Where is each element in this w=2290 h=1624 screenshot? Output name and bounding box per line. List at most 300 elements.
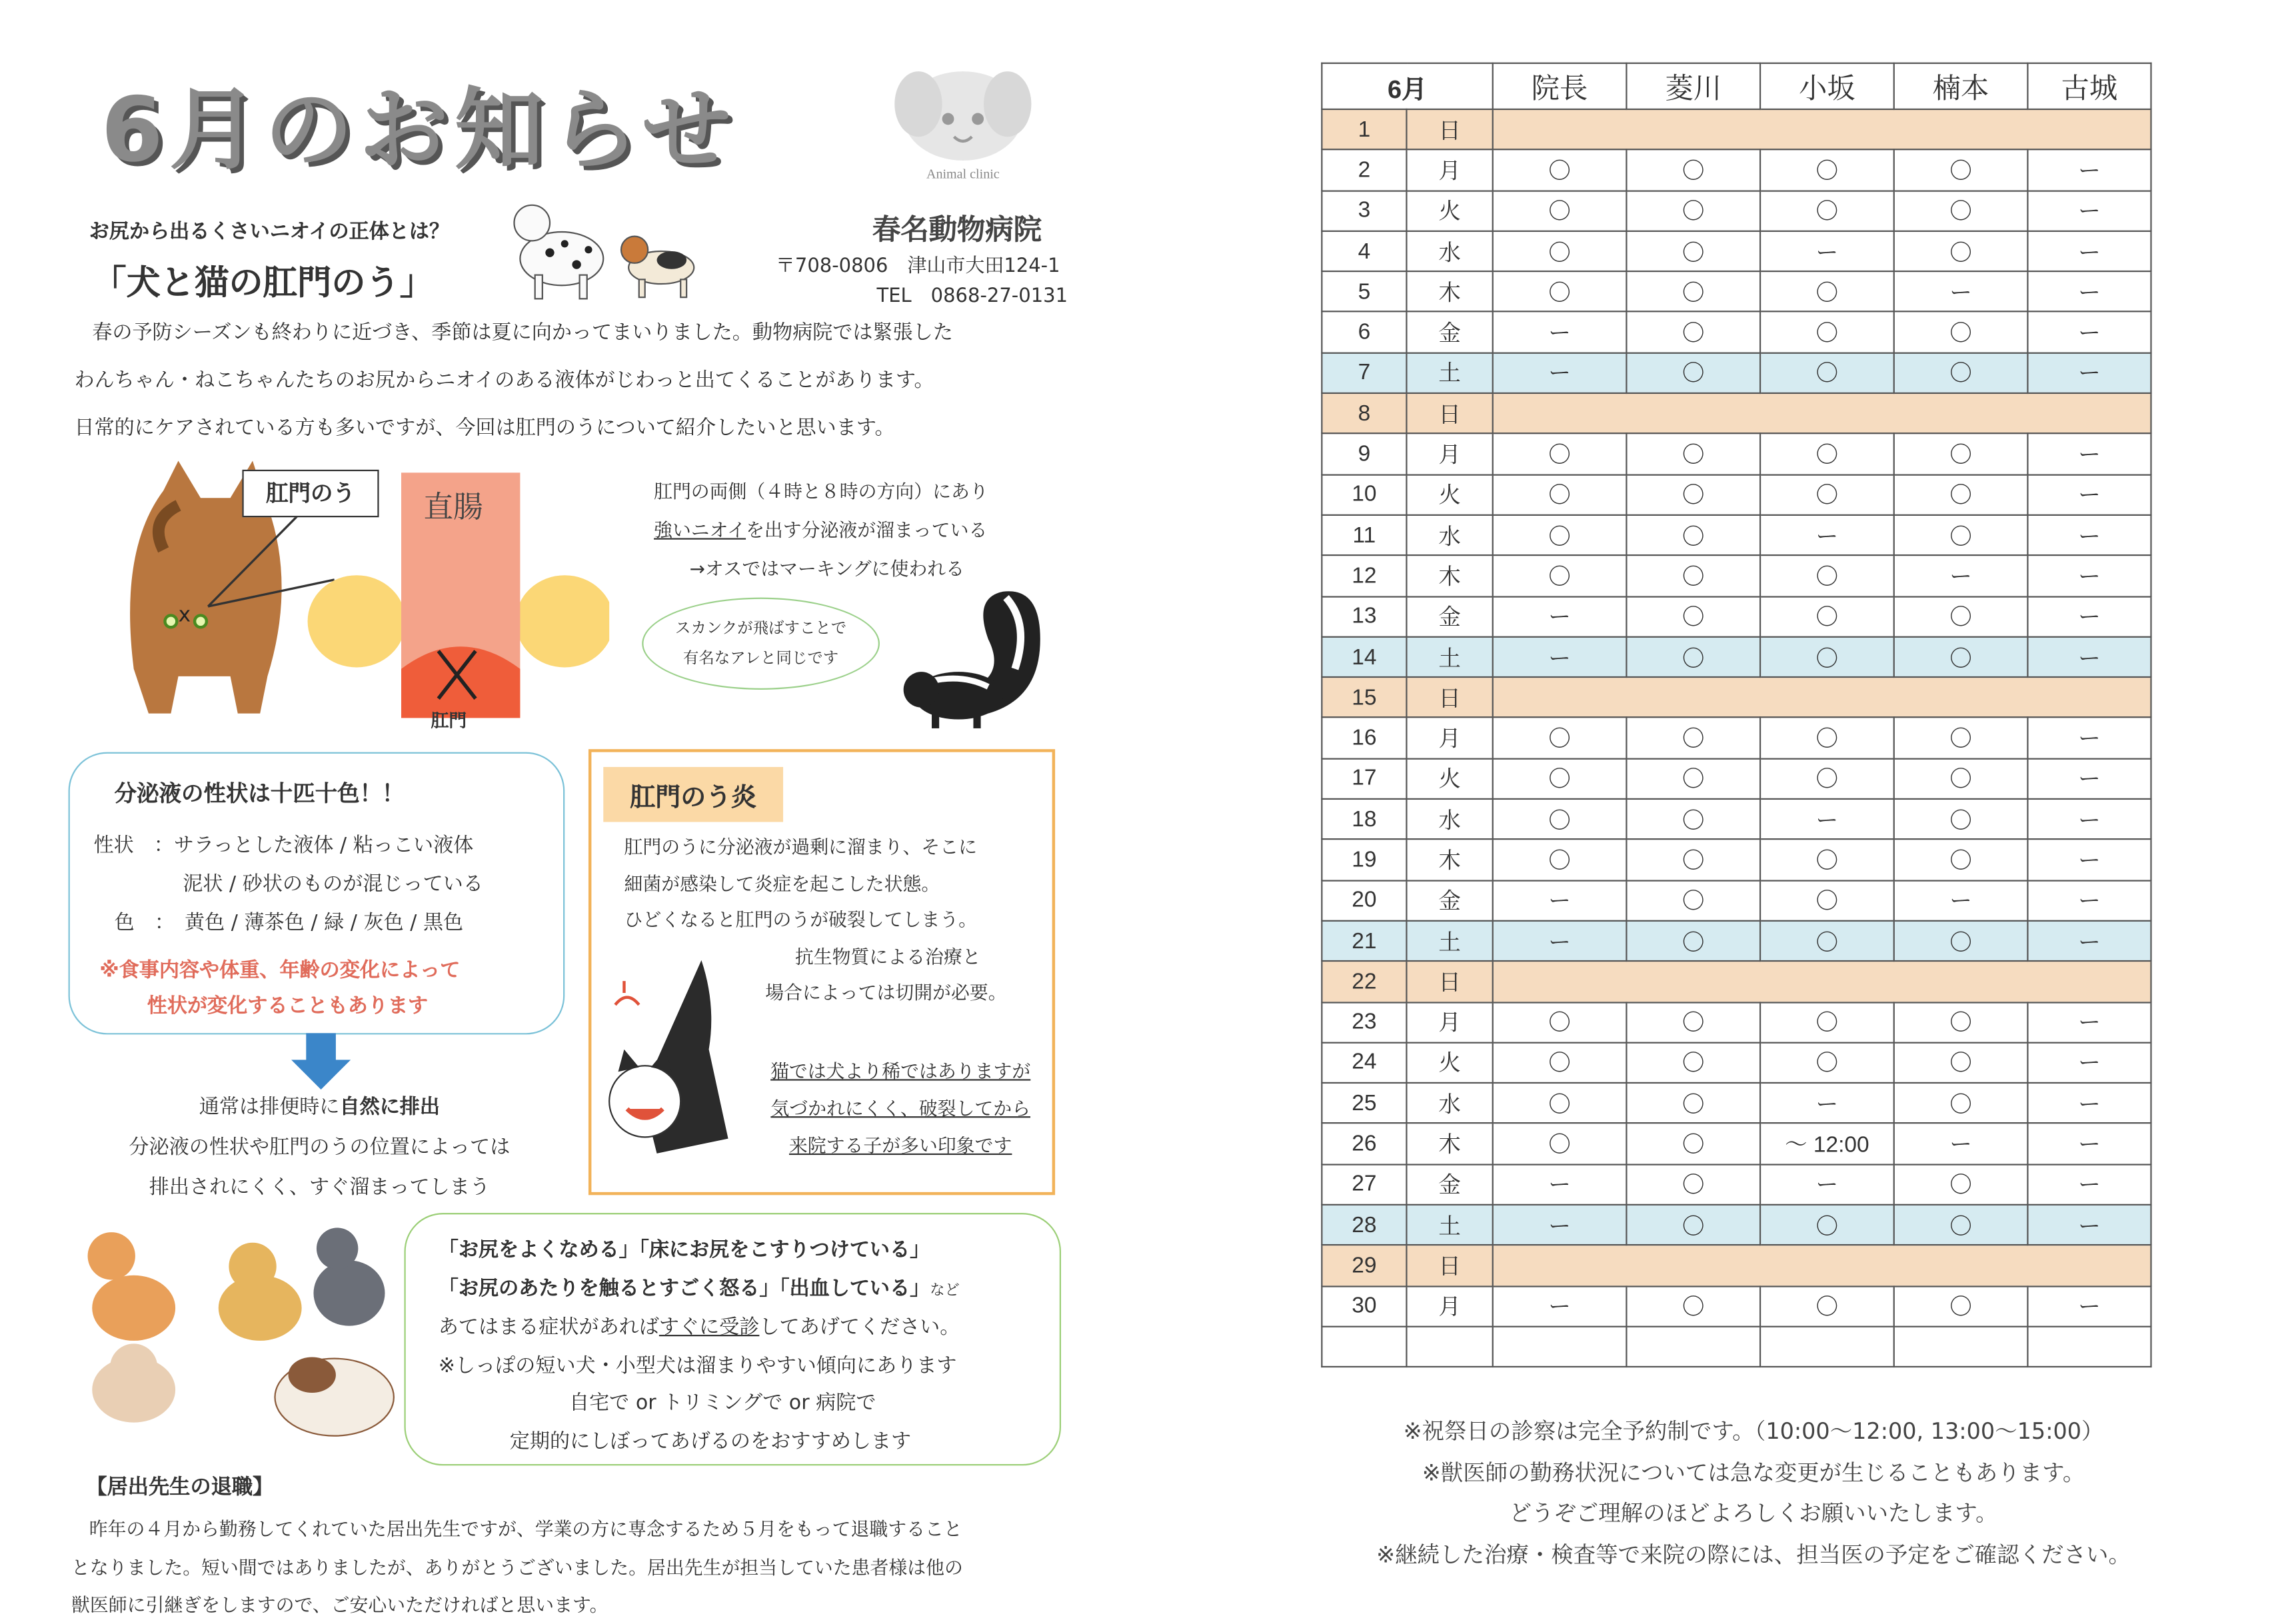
schedule-cell: 〇 (1760, 1205, 1894, 1245)
schedule-date: 28 (1322, 1205, 1406, 1245)
schedule-note: ※継続した治療・検査等で来院の際には、担当医の予定をご確認ください。 (1376, 1540, 2131, 1568)
schedule-cell: 〇 (1894, 799, 2028, 840)
schedule-cell: 〇 (1626, 1286, 1760, 1327)
inflammation-line: 細菌が感染して炎症を起こした状態。 (624, 872, 940, 894)
schedule-cell: ー (2027, 596, 2151, 637)
schedule-cell: ー (2027, 1083, 2151, 1124)
schedule-cell: ～ 12:00 (1760, 1124, 1894, 1164)
schedule-cell: ー (2027, 434, 2151, 474)
retirement-line: 獣医師に引継ぎをしますので、ご安心いただければと思います。 (71, 1593, 608, 1616)
schedule-cell: ー (1894, 1124, 2028, 1164)
schedule-cell: 〇 (1626, 880, 1760, 921)
schedule-weekday (1406, 1327, 1492, 1367)
schedule-weekday: 日 (1406, 109, 1492, 150)
schedule-cell: ー (1493, 353, 1627, 393)
schedule-weekday: 月 (1406, 718, 1492, 758)
schedule-cell: ー (1493, 1164, 1627, 1205)
flow-line: 分泌液の性状や肛門のうの位置によっては (129, 1136, 511, 1160)
schedule-row (1322, 921, 2151, 962)
schedule-cell: ー (2027, 231, 2151, 272)
schedule-row (1322, 515, 2151, 556)
schedule-cell: 〇 (1894, 312, 2028, 353)
schedule-weekday: 水 (1406, 515, 1492, 556)
schedule-cell: 〇 (1760, 1002, 1894, 1042)
schedule-cell: 〇 (1894, 515, 2028, 556)
doctor-header: 小坂 (1760, 63, 1894, 109)
flow-text (74, 1088, 565, 1209)
schedule-weekday: 木 (1406, 1124, 1492, 1164)
cat-line: 猫では犬より稀ではありますが (770, 1060, 1031, 1082)
clinic-address: 〒708-0806 津山市大田124-1 (775, 255, 1060, 279)
schedule-cell: ー (1894, 556, 2028, 596)
schedule-cell: 〇 (1626, 353, 1760, 393)
schedule-cell: ー (1493, 880, 1627, 921)
schedule-cell: 〇 (1626, 1205, 1760, 1245)
schedule-cell: 〇 (1760, 312, 1894, 353)
secretion-box (69, 752, 565, 1035)
schedule-cell: 〇 (1894, 191, 2028, 231)
cat-line: 来院する子が多い印象です (788, 1134, 1012, 1157)
symptom-see-vet: すぐに受診 (658, 1315, 760, 1339)
bubble-line: 有名なアレと同じです (683, 649, 839, 668)
logo-caption: Animal clinic (926, 167, 1000, 182)
schedule-cell: 〇 (1894, 921, 2028, 962)
schedule-cell (1493, 1327, 1627, 1367)
clinic-tel: TEL 0868-27-0131 (876, 285, 1068, 308)
symptoms-box (404, 1213, 1061, 1465)
schedule-cell: 〇 (1626, 1042, 1760, 1083)
intro-line: わんちゃん・ねこちゃんたちのお尻からニオイのある液体がじわっと出てくることがあります。 (74, 369, 934, 393)
schedule-weekday: 土 (1406, 921, 1492, 962)
schedule-cell: 〇 (1493, 1042, 1627, 1083)
schedule-row (1322, 109, 2151, 150)
schedule-cell: 〇 (1894, 718, 2028, 758)
schedule-weekday: 土 (1406, 1205, 1492, 1245)
schedule-row (1322, 231, 2151, 272)
schedule-cell: 〇 (1894, 231, 2028, 272)
schedule-weekday: 木 (1406, 840, 1492, 880)
schedule-row (1322, 393, 2151, 434)
schedule-cell: 〇 (1626, 150, 1760, 191)
schedule-cell: 〇 (1493, 758, 1627, 799)
schedule-date: 17 (1322, 758, 1406, 799)
secretion-note: ※食事内容や体重、年齢の変化によって (99, 958, 461, 983)
schedule-header-row (1322, 63, 2151, 109)
page-title: 6月のお知らせ (101, 79, 737, 183)
retirement-heading: 【居出先生の退職】 (86, 1475, 274, 1500)
schedule-date: 16 (1322, 718, 1406, 758)
schedule-cell: ー (2027, 799, 2151, 840)
schedule-weekday: 水 (1406, 1083, 1492, 1124)
feature-intro (74, 309, 1084, 452)
schedule-cell: 〇 (1493, 434, 1627, 474)
schedule-cell: 〇 (1760, 758, 1894, 799)
schedule-cell: 〇 (1894, 1042, 2028, 1083)
schedule-date: 3 (1322, 191, 1406, 231)
schedule-date: 23 (1322, 1002, 1406, 1042)
schedule-cell: 〇 (1894, 474, 2028, 515)
schedule-cell: 〇 (1760, 718, 1894, 758)
schedule-cell: ー (1760, 1164, 1894, 1205)
schedule-cell: 〇 (1493, 840, 1627, 880)
schedule-cell: 〇 (1894, 1286, 2028, 1327)
schedule-date: 8 (1322, 393, 1406, 434)
schedule-cell (1626, 1327, 1760, 1367)
schedule-cell: 〇 (1626, 515, 1760, 556)
schedule-cell: ー (1894, 271, 2028, 312)
flow-line: 通常は排便時に (199, 1095, 340, 1120)
symptom-line-small: など (930, 1281, 960, 1299)
schedule-date: 4 (1322, 231, 1406, 272)
schedule-cell: ー (2027, 1286, 2151, 1327)
schedule-weekday: 日 (1406, 1245, 1492, 1286)
schedule-weekday: 日 (1406, 393, 1492, 434)
schedule-date: 2 (1322, 150, 1406, 191)
schedule-cell: 〇 (1894, 1002, 2028, 1042)
schedule-weekday: 火 (1406, 191, 1492, 231)
schedule-cell: 〇 (1894, 1164, 2028, 1205)
schedule-cell: 〇 (1894, 1205, 2028, 1245)
schedule-cell: 〇 (1626, 636, 1760, 677)
retirement-text (71, 1510, 963, 1624)
small-dogs-illustration (67, 1219, 401, 1442)
label-anus: 肛門 (431, 710, 467, 732)
schedule-date: 15 (1322, 677, 1406, 718)
schedule-cell: ー (2027, 1164, 2151, 1205)
schedule-cell: 〇 (1894, 758, 2028, 799)
schedule-date: 18 (1322, 799, 1406, 840)
schedule-weekday: 月 (1406, 1286, 1492, 1327)
schedule-weekday: 月 (1406, 150, 1492, 191)
schedule-weekday: 日 (1406, 962, 1492, 1002)
schedule-cell (1760, 1327, 1894, 1367)
schedule-cell: 〇 (1493, 515, 1627, 556)
schedule-date: 9 (1322, 434, 1406, 474)
schedule-row (1322, 353, 2151, 393)
inflammation-line: 場合によっては切開が必要。 (765, 981, 1007, 1004)
schedule-cell: 〇 (1760, 1042, 1894, 1083)
label-anal-gland: 肛門のう (242, 470, 379, 517)
flow-line: 排出されにくく、すぐ溜まってしまう (149, 1176, 490, 1200)
schedule-weekday: 金 (1406, 596, 1492, 637)
schedule-weekday: 火 (1406, 474, 1492, 515)
schedule-weekday: 木 (1406, 556, 1492, 596)
schedule-cell: ー (1493, 1205, 1627, 1245)
schedule-cell: ー (2027, 636, 2151, 677)
schedule-note: ※祝祭日の診察は完全予約制です。（10:00～12:00, 13:00～15:00） (1403, 1417, 2104, 1445)
schedule-cell: ー (2027, 1042, 2151, 1083)
doctor-header: 古城 (2027, 63, 2151, 109)
schedule-row (1322, 636, 2151, 677)
schedule-cell: ー (1760, 515, 1894, 556)
schedule-date: 5 (1322, 271, 1406, 312)
schedule-row (1322, 434, 2151, 474)
flow-line-bold: 自然に排出 (339, 1095, 440, 1120)
schedule-cell: 〇 (1626, 758, 1760, 799)
schedule-row (1322, 1327, 2151, 1367)
down-arrow-icon (291, 1033, 351, 1090)
schedule-date: 24 (1322, 1042, 1406, 1083)
schedule-weekday: 月 (1406, 1002, 1492, 1042)
schedule-weekday: 水 (1406, 799, 1492, 840)
schedule-date: 27 (1322, 1164, 1406, 1205)
schedule-date: 6 (1322, 312, 1406, 353)
secretion-note: 性状が変化することもあります (147, 994, 429, 1018)
schedule-date: 22 (1322, 962, 1406, 1002)
schedule-cell: 〇 (1760, 434, 1894, 474)
schedule-date: 13 (1322, 596, 1406, 637)
schedule-cell: ー (2027, 921, 2151, 962)
schedule-cell: ー (2027, 718, 2151, 758)
schedule-cell: 〇 (1626, 434, 1760, 474)
symptom-line: 定期的にしぼってあげるのをおすすめします (509, 1429, 912, 1453)
schedule-cell: 〇 (1760, 556, 1894, 596)
schedule-row (1322, 1124, 2151, 1164)
schedule-cell: 〇 (1760, 596, 1894, 637)
schedule-cell: 〇 (1760, 921, 1894, 962)
svg-text:x: x (178, 602, 191, 627)
schedule-cell: ー (1760, 1083, 1894, 1124)
intro-line: 春の予防シーズンも終わりに近づき、季節は夏に向かってまいりました。動物病院では緊張した (92, 321, 953, 345)
schedule-cell: 〇 (1894, 596, 2028, 637)
feature-kicker: お尻から出るくさいニオイの正体とは？ (89, 220, 450, 244)
schedule-cell: 〇 (1894, 1083, 2028, 1124)
schedule-notes (1308, 1412, 2199, 1575)
schedule-weekday: 土 (1406, 636, 1492, 677)
schedule-cell: ー (2027, 556, 2151, 596)
schedule-cell: 〇 (1493, 1083, 1627, 1124)
cat-line: 気づかれにくく、破裂してから (770, 1097, 1031, 1120)
schedule-cell: ー (2027, 353, 2151, 393)
desc-line: を出す分泌液が溜まっている (746, 518, 988, 541)
schedule-cell: ー (1493, 636, 1627, 677)
symptoms-text (439, 1232, 960, 1461)
retirement-line: となりました。短い間ではありましたが、ありがとうございました。居出先生が担当していた患者様は他の (71, 1555, 963, 1578)
intro-line: 日常的にケアされている方も多いですが、今回は肛門のうについて紹介したいと思います。 (74, 416, 895, 440)
schedule-cell: 〇 (1626, 312, 1760, 353)
schedule-cell: 〇 (1493, 150, 1627, 191)
schedule-closed-cell (1493, 962, 2151, 1002)
retirement-line: 昨年の４月から勤務してくれていた居出先生ですが、学業の方に専念するため５月をもって退職すること (89, 1517, 962, 1540)
schedule-cell: 〇 (1760, 191, 1894, 231)
schedule-weekday: 金 (1406, 312, 1492, 353)
schedule-cell: ー (2027, 150, 2151, 191)
schedule-row (1322, 556, 2151, 596)
schedule-date: 12 (1322, 556, 1406, 596)
schedule-row (1322, 1245, 2151, 1286)
schedule-cell: 〇 (1894, 636, 2028, 677)
schedule-cell: ー (2027, 191, 2151, 231)
schedule-cell: 〇 (1760, 353, 1894, 393)
schedule-weekday: 木 (1406, 271, 1492, 312)
schedule-cell: 〇 (1493, 231, 1627, 272)
bubble-line: スカンクが飛ばすことで (675, 620, 847, 638)
schedule-row (1322, 150, 2151, 191)
schedule-cell: 〇 (1894, 434, 2028, 474)
schedule-cell: 〇 (1626, 1083, 1760, 1124)
schedule-row (1322, 840, 2151, 880)
schedule-cell: 〇 (1626, 1124, 1760, 1164)
doctor-header: 院長 (1493, 63, 1627, 109)
schedule-cell: ー (2027, 515, 2151, 556)
schedule-cell: ー (1493, 596, 1627, 637)
doctor-schedule-table (1321, 63, 2151, 1368)
schedule-row (1322, 880, 2151, 921)
schedule-cell: ー (2027, 840, 2151, 880)
schedule-row (1322, 718, 2151, 758)
symptom-line: ※しっぽの短い犬・小型犬は溜まりやすい傾向にあります (438, 1353, 957, 1377)
schedule-weekday: 金 (1406, 1164, 1492, 1205)
schedule-cell: ー (2027, 271, 2151, 312)
schedule-cell: 〇 (1626, 799, 1760, 840)
schedule-date: 1 (1322, 109, 1406, 150)
schedule-date: 20 (1322, 880, 1406, 921)
schedule-cell: 〇 (1626, 474, 1760, 515)
schedule-row (1322, 312, 2151, 353)
schedule-date: 14 (1322, 636, 1406, 677)
schedule-row (1322, 962, 2151, 1002)
schedule-weekday: 火 (1406, 1042, 1492, 1083)
schedule-cell: 〇 (1493, 718, 1627, 758)
desc-line: 肛門の両側（４時と８時の方向）にあり (654, 480, 988, 502)
schedule-cell: ー (2027, 758, 2151, 799)
secretion-row: 泥状 / 砂状のものが混じっている (183, 872, 483, 896)
schedule-row (1322, 1205, 2151, 1245)
angry-cat-illustration (597, 960, 746, 1168)
desc-line: →オスではマーキングに使われる (689, 557, 965, 580)
symptom-line: してあげてください。 (759, 1315, 960, 1339)
schedule-date (1322, 1327, 1406, 1367)
schedule-row (1322, 1286, 2151, 1327)
schedule-cell (2027, 1327, 2151, 1367)
clinic-logo (886, 59, 1042, 186)
schedule-date: 11 (1322, 515, 1406, 556)
schedule-cell: 〇 (1760, 271, 1894, 312)
schedule-row (1322, 596, 2151, 637)
schedule-cell: ー (2027, 1205, 2151, 1245)
schedule-row (1322, 677, 2151, 718)
schedule-cell: 〇 (1626, 718, 1760, 758)
schedule-cell: 〇 (1626, 1002, 1760, 1042)
schedule-row (1322, 1083, 2151, 1124)
schedule-cell: 〇 (1493, 1002, 1627, 1042)
schedule-row (1322, 799, 2151, 840)
schedule-cell: ー (2027, 1124, 2151, 1164)
schedule-row (1322, 1164, 2151, 1205)
schedule-closed-cell (1493, 677, 2151, 718)
schedule-row (1322, 191, 2151, 231)
schedule-weekday: 火 (1406, 758, 1492, 799)
schedule-date: 25 (1322, 1083, 1406, 1124)
schedule-cell: 〇 (1760, 840, 1894, 880)
schedule-date: 10 (1322, 474, 1406, 515)
skunk-speech-bubble (642, 598, 880, 690)
doctor-header: 菱川 (1626, 63, 1760, 109)
skunk-illustration (899, 580, 1055, 736)
secretion-row: 色 ： 黄色 / 薄茶色 / 緑 / 灰色 / 黒色 (114, 911, 464, 935)
dalmatian-beagle-illustration (505, 193, 713, 305)
schedule-cell: ー (2027, 474, 2151, 515)
schedule-row (1322, 1002, 2151, 1042)
schedule-cell: 〇 (1760, 1286, 1894, 1327)
schedule-cell: 〇 (1626, 191, 1760, 231)
schedule-cell: 〇 (1760, 880, 1894, 921)
schedule-closed-cell (1493, 393, 2151, 434)
schedule-weekday: 金 (1406, 880, 1492, 921)
schedule-cell: ー (2027, 312, 2151, 353)
inflammation-heading: 肛門のう炎 (603, 767, 783, 822)
schedule-cell: ー (1894, 880, 2028, 921)
schedule-row (1322, 474, 2151, 515)
schedule-cell: 〇 (1760, 150, 1894, 191)
inflammation-line: ひどくなると肛門のうが破裂してしまう。 (624, 908, 978, 931)
symptom-line: あてはまる症状があれば (438, 1315, 659, 1339)
desc-strong-smell: 強いニオイ (654, 518, 746, 541)
schedule-cell: 〇 (1894, 150, 2028, 191)
schedule-month-label: 6月 (1322, 63, 1492, 109)
schedule-cell: 〇 (1894, 840, 2028, 880)
schedule-cell: 〇 (1493, 1124, 1627, 1164)
schedule-cell: 〇 (1626, 840, 1760, 880)
label-rectum: 直腸 (423, 488, 483, 525)
schedule-cell: 〇 (1626, 556, 1760, 596)
schedule-row (1322, 271, 2151, 312)
schedule-cell: ー (1493, 312, 1627, 353)
schedule-cell: ー (2027, 1002, 2151, 1042)
cat-note (752, 1052, 1049, 1164)
schedule-cell: 〇 (1493, 799, 1627, 840)
schedule-weekday: 日 (1406, 677, 1492, 718)
schedule-row (1322, 1042, 2151, 1083)
schedule-date: 30 (1322, 1286, 1406, 1327)
schedule-closed-cell (1493, 1245, 2151, 1286)
schedule-cell (1894, 1327, 2028, 1367)
secretion-row: 性状 ：サラっとした液体 / 粘っこい液体 (93, 834, 474, 858)
secretion-heading: 分泌液の性状は十匹十色！！ (114, 780, 405, 808)
schedule-cell: 〇 (1626, 1164, 1760, 1205)
inflammation-line: 肛門のうに分泌液が過剰に溜まり、そこに (624, 835, 978, 858)
schedule-note: ※獣医師の勤務状況については急な変更が生じることもあります。 (1422, 1459, 2085, 1486)
schedule-cell: 〇 (1626, 271, 1760, 312)
schedule-cell: ー (1493, 1286, 1627, 1327)
schedule-cell: 〇 (1760, 636, 1894, 677)
schedule-weekday: 月 (1406, 434, 1492, 474)
schedule-date: 7 (1322, 353, 1406, 393)
schedule-cell: 〇 (1493, 271, 1627, 312)
inflammation-line: 抗生物質による治療と (794, 944, 981, 967)
schedule-row (1322, 758, 2151, 799)
schedule-note: どうぞご理解のほどよろしくお願いいたします。 (1509, 1499, 1998, 1527)
schedule-cell: 〇 (1493, 191, 1627, 231)
schedule-cell: 〇 (1626, 596, 1760, 637)
symptom-line: 自宅で or トリミングで or 病院で (569, 1391, 876, 1415)
schedule-cell: 〇 (1493, 474, 1627, 515)
schedule-cell: 〇 (1493, 556, 1627, 596)
schedule-weekday: 土 (1406, 353, 1492, 393)
schedule-cell: ー (2027, 880, 2151, 921)
schedule-date: 19 (1322, 840, 1406, 880)
schedule-cell: 〇 (1760, 474, 1894, 515)
symptom-line: 「お尻をよくなめる」「床にお尻をこすりつけている」 (438, 1238, 930, 1262)
schedule-cell: ー (1493, 921, 1627, 962)
schedule-cell: 〇 (1626, 231, 1760, 272)
schedule-cell: ー (1760, 799, 1894, 840)
feature-headline: 「犬と猫の肛門のう」 (92, 265, 435, 304)
clinic-name: 春名動物病院 (872, 214, 1042, 247)
schedule-date: 29 (1322, 1245, 1406, 1286)
schedule-cell: 〇 (1626, 921, 1760, 962)
schedule-date: 21 (1322, 921, 1406, 962)
